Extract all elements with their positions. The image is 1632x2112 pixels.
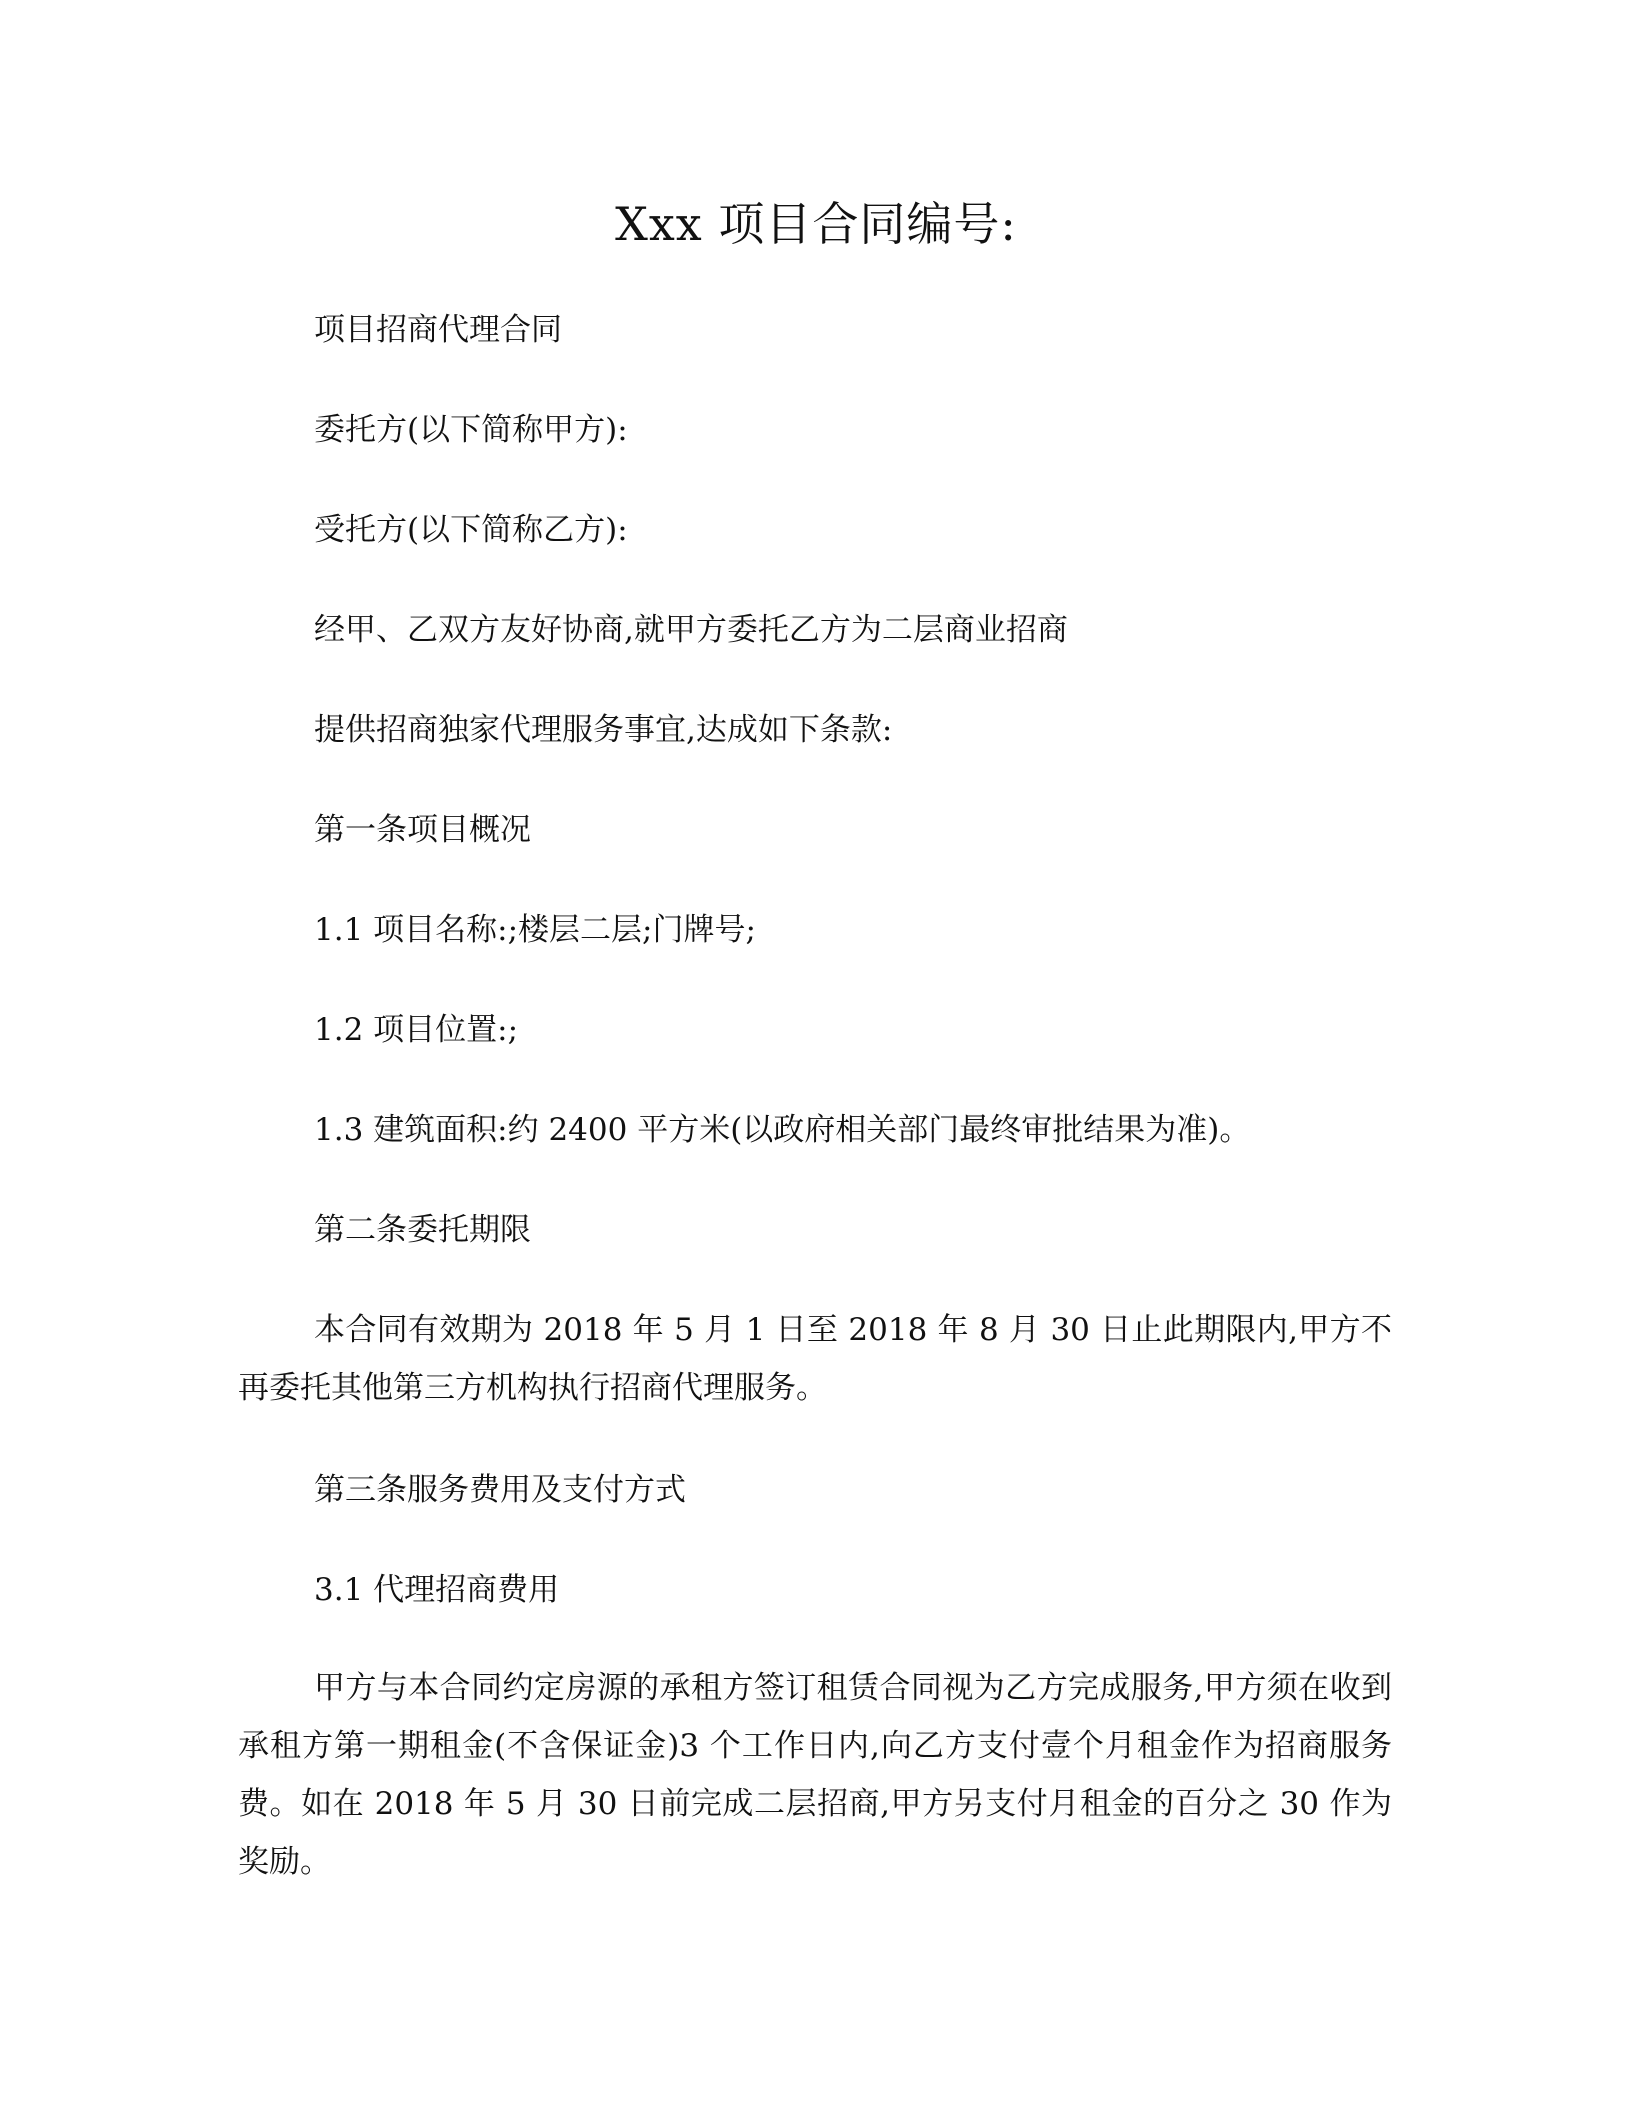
document-title: Xxx 项目合同编号: xyxy=(615,197,1017,251)
clause-1-2: 1.2 项目位置:; xyxy=(314,1012,519,1048)
party-b-line: 受托方(以下简称乙方): xyxy=(314,512,628,548)
clause-3-1: 3.1 代理招商费用 xyxy=(314,1572,560,1608)
party-a-line: 委托方(以下简称甲方): xyxy=(314,412,628,448)
contract-name: 项目招商代理合同 xyxy=(314,312,562,348)
section-2-heading: 第二条委托期限 xyxy=(314,1212,531,1248)
section-1-heading: 第一条项目概况 xyxy=(314,812,531,848)
clause-1-1: 1.1 项目名称:;楼层二层;门牌号; xyxy=(314,912,756,948)
clause-1-3: 1.3 建筑面积:约 2400 平方米(以政府相关部门最终审批结果为准)。 xyxy=(314,1112,1251,1148)
section-3-heading: 第三条服务费用及支付方式 xyxy=(314,1472,686,1508)
intro-line-2: 提供招商独家代理服务事宜,达成如下条款: xyxy=(314,712,893,748)
fee-paragraph: 甲方与本合同约定房源的承租方签订租赁合同视为乙方完成服务,甲方须在收到承租方第一期租金(不含保证金)3 个工作日内,向乙方支付壹个月租金作为招商服务费。如在 2018 年 5 月 30 日前完成二层招商,甲方另支付月租金的百分之 30 作为奖励。 xyxy=(238,1670,1392,1880)
term-paragraph: 本合同有效期为 2018 年 5 月 1 日至 2018 年 8 月 30 日止此期限内,甲方不再委托其他第三方机构执行招商代理服务。 xyxy=(238,1312,1392,1406)
intro-line-1: 经甲、乙双方友好协商,就甲方委托乙方为二层商业招商 xyxy=(314,612,1068,648)
